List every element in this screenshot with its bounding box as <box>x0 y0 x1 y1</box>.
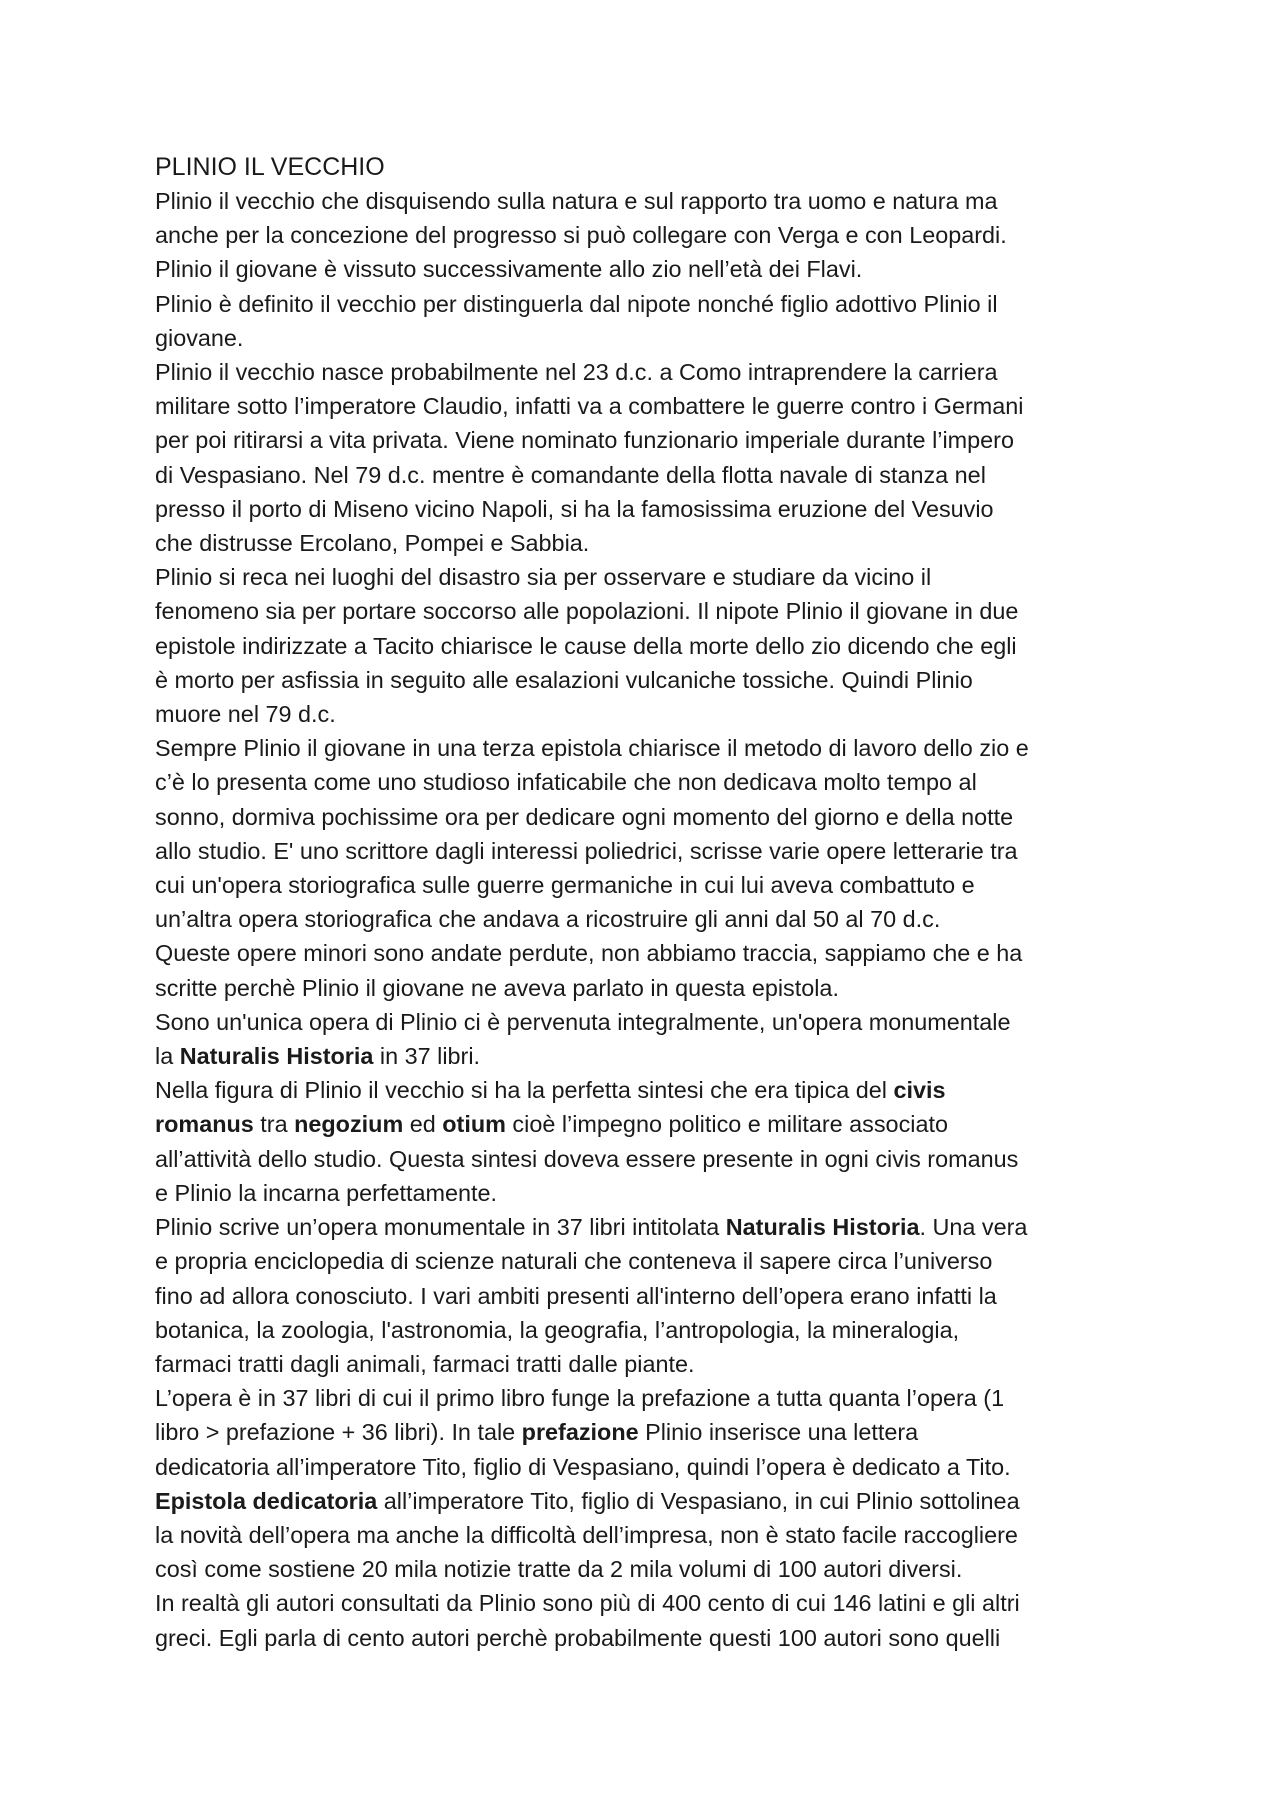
text-segment: è morto per asfissia in seguito alle esalazioni vulcaniche tossiche. Quindi Plinio <box>155 666 973 693</box>
text-line <box>155 321 1140 355</box>
text-line <box>155 629 1140 663</box>
text-segment: c’è lo presenta come uno studioso infaticabile che non dedicava molto tempo al <box>155 769 977 796</box>
text-segment: per poi ritirarsi a vita privata. Viene nominato funzionario imperiale durante l’impero <box>155 427 1014 454</box>
text-line <box>155 1073 1140 1107</box>
text-segment: Plinio il giovane è vissuto successivamente allo zio nell’età dei Flavi. <box>155 256 863 283</box>
text-segment: cui un'opera storiografica sulle guerre germaniche in cui lui aveva combattuto e <box>155 872 975 899</box>
text-line <box>155 697 1140 731</box>
text-line <box>155 800 1140 834</box>
text-segment: all’attività dello studio. Questa sintesi doveva essere presente in ogni civis romanus <box>155 1145 1019 1172</box>
text-segment: sonno, dormiva pochissime ora per dedicare ogni momento del giorno e della notte <box>155 803 1014 830</box>
text-line <box>155 834 1140 868</box>
text-segment: libro > prefazione + 36 libri). In tale <box>155 1419 522 1446</box>
text-line <box>155 594 1140 628</box>
text-segment: allo studio. E' uno scrittore dagli interessi poliedrici, scrisse varie opere letterarie tra <box>155 837 1018 864</box>
text-line <box>155 1176 1140 1210</box>
text-line <box>155 252 1140 286</box>
text-segment: Plinio il vecchio nasce probabilmente nel 23 d.c. a Como intraprendere la carriera <box>155 359 998 386</box>
text-line <box>155 1552 1140 1586</box>
text-line <box>155 1621 1140 1655</box>
bold-term: Epistola dedicatoria <box>155 1487 378 1514</box>
document-page <box>155 150 1140 1655</box>
bold-term: romanus <box>155 1111 254 1138</box>
text-line <box>155 287 1140 321</box>
text-segment: Plinio è definito il vecchio per distinguerla dal nipote nonché figlio adottivo Plinio il <box>155 290 998 317</box>
text-line <box>155 355 1140 389</box>
text-segment: greci. Egli parla di cento autori perchè probabilmente questi 100 autori sono quelli <box>155 1624 1001 1651</box>
text-line <box>155 458 1140 492</box>
text-segment: militare sotto l’imperatore Claudio, infatti va a combattere le guerre contro i Germani <box>155 393 1024 420</box>
text-segment: Plinio si reca nei luoghi del disastro sia per osservare e studiare da vicino il <box>155 564 932 591</box>
text-line <box>155 1415 1140 1449</box>
text-line <box>155 1381 1140 1415</box>
bold-term: Naturalis Historia <box>179 1043 374 1070</box>
text-line <box>155 1450 1140 1484</box>
text-line <box>155 1347 1140 1381</box>
text-line <box>155 1244 1140 1278</box>
text-segment: in 37 libri. <box>373 1043 481 1070</box>
text-segment: tra <box>253 1111 295 1138</box>
text-line <box>155 423 1140 457</box>
text-line <box>155 526 1140 560</box>
text-line <box>155 492 1140 526</box>
text-segment: cioè l’impegno politico e militare associato <box>505 1111 948 1138</box>
text-segment: giovane. <box>155 324 244 351</box>
text-segment: scritte perchè Plinio il giovane ne aveva parlato in questa epistola. <box>155 974 839 1001</box>
text-segment: Queste opere minori sono andate perdute, non abbiamo traccia, sappiamo che e ha <box>155 940 1023 967</box>
text-line <box>155 936 1140 970</box>
text-segment: presso il porto di Miseno vicino Napoli, si ha la famosissima eruzione del Vesuvio <box>155 495 994 522</box>
text-line <box>155 1142 1140 1176</box>
text-line <box>155 1586 1140 1620</box>
text-line <box>155 868 1140 902</box>
text-segment: . Una vera <box>919 1214 1028 1241</box>
text-segment: e Plinio la incarna perfettamente. <box>155 1179 497 1206</box>
text-segment: In realtà gli autori consultati da Plinio sono più di 400 cento di cui 146 latini e gli altri <box>155 1590 1020 1617</box>
text-segment: all’imperatore Tito, figlio di Vespasiano, in cui Plinio sottolinea <box>377 1487 1020 1514</box>
text-segment: L’opera è in 37 libri di cui il primo libro funge la prefazione a tutta quanta l’opera (1 <box>155 1385 1005 1412</box>
text-segment: farmaci tratti dagli animali, farmaci tratti dalle piante. <box>155 1350 695 1377</box>
text-segment: un’altra opera storiografica che andava a ricostruire gli anni dal 50 al 70 d.c. <box>155 906 941 933</box>
text-line <box>155 560 1140 594</box>
text-line <box>155 1518 1140 1552</box>
text-line <box>155 731 1140 765</box>
text-segment: Sono un'unica opera di Plinio ci è pervenuta integralmente, un'opera monumentale <box>155 1008 1011 1035</box>
text-segment: fino ad allora conosciuto. I vari ambiti presenti all'interno dell’opera erano infatti la <box>155 1282 997 1309</box>
bold-term: negozium <box>294 1111 404 1138</box>
text-line <box>155 1484 1140 1518</box>
text-line <box>155 902 1140 936</box>
bold-term: prefazione <box>521 1419 639 1446</box>
text-segment: la novità dell’opera ma anche la difficoltà dell’impresa, non è stato facile raccogliere <box>155 1521 1018 1548</box>
text-line <box>155 1210 1140 1244</box>
text-segment: di Vespasiano. Nel 79 d.c. mentre è comandante della flotta navale di stanza nel <box>155 461 986 488</box>
text-segment: Sempre Plinio il giovane in una terza epistola chiarisce il metodo di lavoro dello zio e <box>155 735 1029 762</box>
text-line <box>155 218 1140 252</box>
bold-term: civis <box>893 1077 946 1104</box>
text-segment: botanica, la zoologia, l'astronomia, la geografia, l’antropologia, la mineralogia, <box>155 1316 960 1343</box>
text-segment: Plinio inserisce una lettera <box>638 1419 919 1446</box>
text-segment: la <box>155 1043 180 1070</box>
document-body <box>155 184 1140 1655</box>
text-line <box>155 765 1140 799</box>
text-line <box>155 1039 1140 1073</box>
document-title: PLINIO IL VECCHIO <box>155 153 385 181</box>
bold-term: otium <box>442 1111 506 1138</box>
text-line <box>155 389 1140 423</box>
text-line <box>155 1005 1140 1039</box>
text-segment: Plinio il vecchio che disquisendo sulla natura e sul rapporto tra uomo e natura ma <box>155 188 998 214</box>
text-segment: dedicatoria all’imperatore Tito, figlio di Vespasiano, quindi l’opera è dedicato a Tito. <box>155 1453 1011 1480</box>
text-segment: muore nel 79 d.c. <box>155 701 336 728</box>
bold-term: Naturalis Historia <box>725 1214 920 1241</box>
text-line <box>155 1107 1140 1141</box>
text-line <box>155 184 1140 218</box>
text-line <box>155 663 1140 697</box>
text-segment: fenomeno sia per portare soccorso alle popolazioni. Il nipote Plinio il giovane in due <box>155 598 1019 625</box>
text-segment: epistole indirizzate a Tacito chiarisce le cause della morte dello zio dicendo che egli <box>155 632 1017 659</box>
text-segment: Nella figura di Plinio il vecchio si ha la perfetta sintesi che era tipica del <box>155 1077 894 1104</box>
text-segment: anche per la concezione del progresso si può collegare con Verga e con Leopardi. <box>155 222 1007 249</box>
text-line <box>155 971 1140 1005</box>
text-segment: Plinio scrive un’opera monumentale in 37 libri intitolata <box>155 1214 726 1241</box>
text-segment: così come sostiene 20 mila notizie tratte da 2 mila volumi di 100 autori diversi. <box>155 1556 963 1583</box>
text-line <box>155 1279 1140 1313</box>
text-segment: ed <box>403 1111 443 1138</box>
text-line <box>155 1313 1140 1347</box>
text-segment: e propria enciclopedia di scienze naturali che conteneva il sapere circa l’universo <box>155 1248 993 1275</box>
text-segment: che distrusse Ercolano, Pompei e Sabbia. <box>155 530 590 557</box>
